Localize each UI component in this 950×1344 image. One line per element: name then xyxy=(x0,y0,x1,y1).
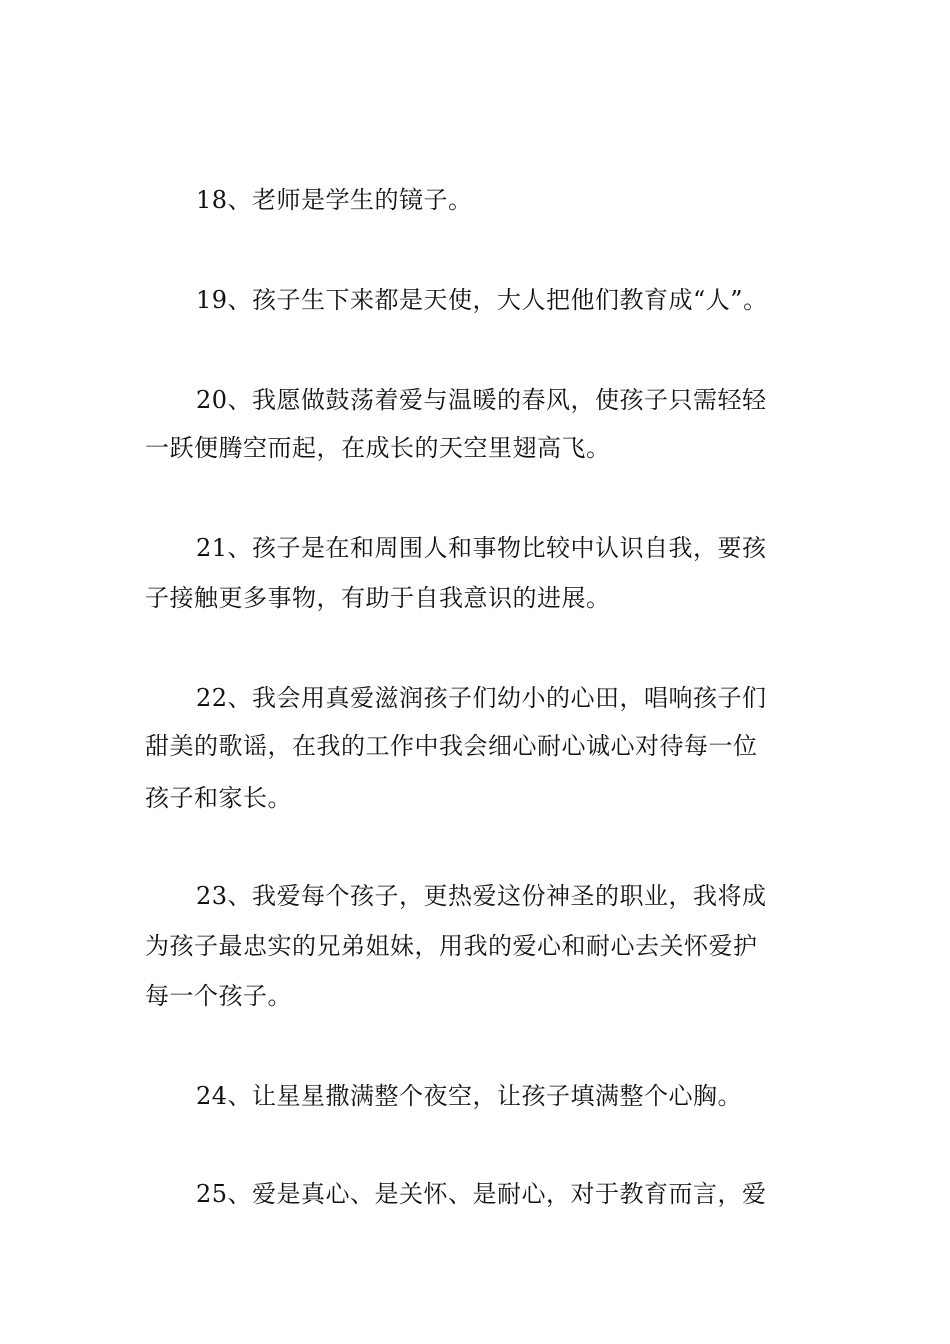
paragraph-23-line-2: 为孩子最忠实的兄弟姐妹，用我的爱心和耐心去关怀爱护 xyxy=(145,932,758,960)
paragraph-20-line-1: 20、我愿做鼓荡着爱与温暖的春风，使孩子只需轻轻 xyxy=(196,386,767,414)
paragraph-22-line-3: 孩子和家长。 xyxy=(145,784,292,812)
paragraph-23-line-1: 23、我爱每个孩子，更热爱这份神圣的职业，我将成 xyxy=(196,882,767,910)
paragraph-21-line-2: 子接触更多事物，有助于自我意识的进展。 xyxy=(145,584,611,612)
paragraph-24-line-1: 24、让星星撒满整个夜空，让孩子填满整个心胸。 xyxy=(196,1082,743,1110)
paragraph-22-line-2: 甜美的歌谣，在我的工作中我会细心耐心诚心对待每一位 xyxy=(145,732,758,760)
paragraph-20-line-2: 一跃便腾空而起，在成长的天空里翅高飞。 xyxy=(145,434,611,462)
paragraph-21-line-1: 21、孩子是在和周围人和事物比较中认识自我，要孩 xyxy=(196,534,767,562)
paragraph-19-line-1: 19、孩子生下来都是天使，大人把他们教育成“人”。 xyxy=(196,286,768,314)
paragraph-18-line-1: 18、老师是学生的镜子。 xyxy=(196,186,473,214)
paragraph-23-line-3: 每一个孩子。 xyxy=(145,982,292,1010)
paragraph-25-line-1: 25、爱是真心、是关怀、是耐心，对于教育而言，爱 xyxy=(196,1180,767,1208)
paragraph-22-line-1: 22、我会用真爱滋润孩子们幼小的心田，唱响孩子们 xyxy=(196,684,767,712)
